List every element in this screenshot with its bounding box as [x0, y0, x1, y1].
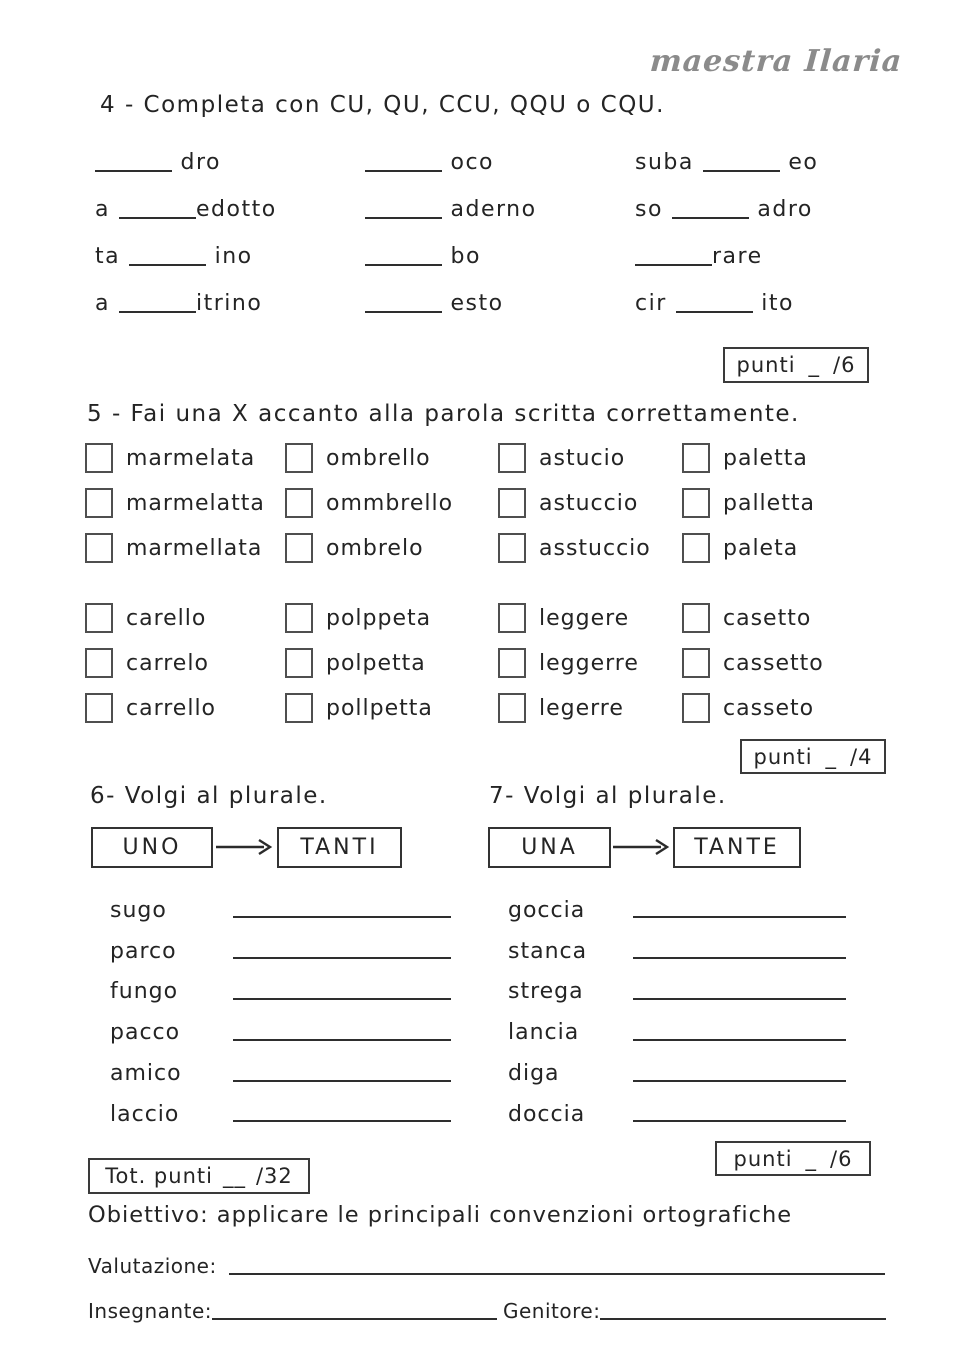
answer-blank-line [233, 1120, 451, 1122]
list-item [508, 931, 846, 972]
answer-blank-line [633, 1120, 846, 1122]
word-label: polpetta [326, 650, 426, 676]
fill-blank-item [365, 139, 635, 186]
checkbox[interactable] [682, 443, 710, 473]
blank-suffix: esto [442, 291, 504, 316]
word-option [682, 533, 868, 563]
word-option [498, 443, 682, 473]
word-option [285, 533, 498, 563]
blank-line [365, 201, 442, 219]
singular-header-box-uno: UNO [91, 827, 213, 868]
answer-blank-line [633, 916, 846, 918]
singular-word: laccio [110, 1101, 180, 1127]
word-label: ombrello [326, 445, 431, 471]
signature-row [88, 1297, 886, 1323]
blank-suffix: rare [712, 244, 763, 269]
list-item [110, 890, 451, 931]
list-item [508, 1094, 846, 1135]
checkbox[interactable] [498, 648, 526, 678]
list-item [508, 1012, 846, 1053]
word-option [682, 648, 868, 678]
points-box-ex5 [740, 739, 886, 774]
word-label: marmelata [126, 445, 256, 471]
blank-prefix: a [95, 197, 110, 222]
plural-header-box-tante: TANTE [673, 827, 801, 868]
word-label: leggerre [539, 650, 639, 676]
word-label: cassetto [723, 650, 824, 676]
word-label: marmelatta [126, 490, 265, 516]
checkbox[interactable] [682, 533, 710, 563]
fill-blank-item [365, 280, 635, 327]
answer-blank-line [233, 916, 451, 918]
checkbox[interactable] [682, 693, 710, 723]
answer-blank-line [233, 957, 451, 959]
points-label: punti [733, 1146, 793, 1171]
singular-word: amico [110, 1061, 182, 1087]
list-item [508, 1053, 846, 1094]
fill-blank-column [635, 139, 915, 327]
word-label: leggere [539, 605, 630, 631]
blank-suffix: eo [779, 150, 819, 175]
blank-suffix: aderno [442, 197, 537, 222]
blank-suffix: edotto [195, 197, 277, 222]
word-label: asstuccio [539, 535, 651, 561]
fill-blank-item [635, 233, 915, 280]
word-option [85, 488, 285, 518]
points-max: /6 [833, 353, 856, 377]
points-score: _ [808, 353, 821, 377]
blank-suffix: itrino [195, 291, 263, 316]
arrow-right-icon [215, 838, 273, 856]
singular-word: parco [110, 938, 177, 964]
word-label: marmellata [126, 535, 263, 561]
singular-word: fungo [110, 979, 179, 1005]
exercise-7-list [508, 890, 846, 1135]
word-option [498, 533, 682, 563]
word-label: legerre [539, 695, 624, 721]
word-label: ombrelo [326, 535, 424, 561]
answer-blank-line [633, 1039, 846, 1041]
word-option [682, 603, 868, 633]
valutazione-label: Valutazione: [88, 1254, 217, 1278]
points-max: /4 [850, 744, 873, 769]
word-option [85, 648, 285, 678]
arrow-right-icon [612, 838, 670, 856]
answer-blank-line [233, 1080, 451, 1082]
word-label: ommbrello [326, 490, 454, 516]
singular-word: pacco [110, 1020, 181, 1046]
checkbox[interactable] [498, 443, 526, 473]
exercise-6-title: 6- Volgi al plurale. [90, 783, 328, 809]
objective-text: Obiettivo: applicare le principali convenzioni ortografiche [88, 1202, 793, 1228]
blank-line [676, 295, 753, 313]
points-label: punti [753, 744, 813, 769]
list-item [508, 890, 846, 931]
answer-blank-line [233, 1039, 451, 1041]
checkbox[interactable] [285, 443, 313, 473]
word-label: astuccio [539, 490, 639, 516]
blank-line [635, 248, 712, 266]
fill-blank-item [95, 139, 365, 186]
blank-line [365, 248, 442, 266]
exercise-5-title: 5 - Fai una X accanto alla parola scritta correttamente. [87, 401, 800, 427]
blank-suffix: adro [748, 197, 813, 222]
blank-suffix: bo [442, 244, 481, 269]
insegnante-label: Insegnante: [88, 1299, 212, 1323]
checkbox[interactable] [498, 603, 526, 633]
word-option [682, 443, 868, 473]
word-option [498, 693, 682, 723]
points-score: _ [825, 744, 838, 769]
fill-blank-item [635, 139, 915, 186]
points-box-ex7 [715, 1141, 871, 1176]
word-label: pollpetta [326, 695, 433, 721]
word-option [682, 693, 868, 723]
blank-line [365, 295, 442, 313]
answer-blank-line [233, 998, 451, 1000]
blank-line [119, 201, 196, 219]
singular-header-box-una: UNA [488, 827, 611, 868]
word-label: palletta [723, 490, 815, 516]
word-option [285, 693, 498, 723]
exercise-4-title: 4 - Completa con CU, QU, CCU, QQU o CQU. [100, 92, 665, 118]
word-option [498, 488, 682, 518]
blank-prefix: a [95, 291, 110, 316]
blank-line [365, 154, 442, 172]
blank-line [703, 154, 780, 172]
fill-blank-column [95, 139, 365, 327]
word-option [285, 488, 498, 518]
word-option [285, 648, 498, 678]
exercise-4-items [95, 139, 915, 327]
list-item [508, 972, 846, 1013]
blank-prefix: cir [635, 291, 667, 316]
points-label: punti [736, 353, 796, 377]
checkbox[interactable] [85, 693, 113, 723]
fill-blank-item [635, 280, 915, 327]
brand-logo: maestra Ilaria [648, 44, 904, 79]
valutazione-row [88, 1252, 885, 1278]
blank-suffix: ito [752, 291, 794, 316]
answer-blank-line [633, 1080, 846, 1082]
word-label: polppeta [326, 605, 432, 631]
checkbox[interactable] [682, 488, 710, 518]
points-box-ex4 [723, 347, 869, 383]
exercise-5-group-1 [85, 443, 868, 563]
answer-blank-line [633, 998, 846, 1000]
checkbox[interactable] [498, 533, 526, 563]
valutazione-blank-line [229, 1273, 885, 1275]
blank-line [129, 248, 206, 266]
checkbox[interactable] [498, 488, 526, 518]
checkbox[interactable] [285, 648, 313, 678]
singular-word: doccia [508, 1101, 586, 1127]
singular-word: diga [508, 1061, 560, 1087]
word-option [85, 443, 285, 473]
blank-line [95, 154, 172, 172]
list-item [110, 931, 451, 972]
points-score: _ [805, 1146, 818, 1171]
blank-prefix: suba [635, 150, 694, 175]
word-label: paletta [723, 445, 808, 471]
checkbox[interactable] [85, 488, 113, 518]
checkbox[interactable] [285, 693, 313, 723]
blank-line [119, 295, 196, 313]
total-points-box [88, 1158, 310, 1194]
points-max: /6 [830, 1146, 853, 1171]
total-points-max: /32 [255, 1164, 293, 1188]
word-option [285, 603, 498, 633]
word-label: carello [126, 605, 207, 631]
word-label: casseto [723, 695, 815, 721]
word-option [498, 603, 682, 633]
word-label: astucio [539, 445, 626, 471]
exercise-7-title: 7- Volgi al plurale. [489, 783, 727, 809]
blank-line [672, 201, 749, 219]
checkbox[interactable] [682, 603, 710, 633]
checkbox[interactable] [498, 693, 526, 723]
word-option [85, 693, 285, 723]
checkbox[interactable] [682, 648, 710, 678]
blank-prefix: so [635, 197, 663, 222]
checkbox[interactable] [85, 533, 113, 563]
blank-prefix: ta [95, 244, 121, 269]
word-option [285, 443, 498, 473]
total-points-label: Tot. punti [105, 1164, 213, 1188]
singular-word: lancia [508, 1020, 580, 1046]
total-points-score: __ [222, 1164, 246, 1188]
word-option [85, 533, 285, 563]
checkbox[interactable] [85, 648, 113, 678]
list-item [110, 1094, 451, 1135]
checkbox[interactable] [85, 443, 113, 473]
checkbox[interactable] [285, 533, 313, 563]
fill-blank-item [95, 280, 365, 327]
word-label: carrello [126, 695, 217, 721]
word-option [85, 603, 285, 633]
insegnante-blank-line [212, 1318, 497, 1320]
list-item [110, 972, 451, 1013]
singular-word: stanca [508, 938, 588, 964]
word-option [682, 488, 868, 518]
singular-word: sugo [110, 897, 167, 923]
genitore-blank-line [600, 1318, 886, 1320]
fill-blank-item [365, 186, 635, 233]
blank-suffix: oco [442, 150, 495, 175]
list-item [110, 1012, 451, 1053]
singular-word: strega [508, 979, 584, 1005]
fill-blank-item [365, 233, 635, 280]
singular-word: goccia [508, 897, 586, 923]
fill-blank-column [365, 139, 635, 327]
checkbox[interactable] [285, 603, 313, 633]
word-label: casetto [723, 605, 812, 631]
blank-suffix: ino [206, 244, 253, 269]
fill-blank-item [95, 186, 365, 233]
checkbox[interactable] [85, 603, 113, 633]
checkbox[interactable] [285, 488, 313, 518]
fill-blank-item [95, 233, 365, 280]
blank-suffix: dro [172, 150, 221, 175]
exercise-5-group-2 [85, 603, 868, 723]
list-item [110, 1053, 451, 1094]
genitore-label: Genitore: [503, 1299, 601, 1323]
exercise-6-list [110, 890, 451, 1135]
plural-header-box-tanti: TANTI [277, 827, 402, 868]
word-label: paleta [723, 535, 799, 561]
answer-blank-line [633, 957, 846, 959]
word-label: carrelo [126, 650, 209, 676]
word-option [498, 648, 682, 678]
fill-blank-item [635, 186, 915, 233]
